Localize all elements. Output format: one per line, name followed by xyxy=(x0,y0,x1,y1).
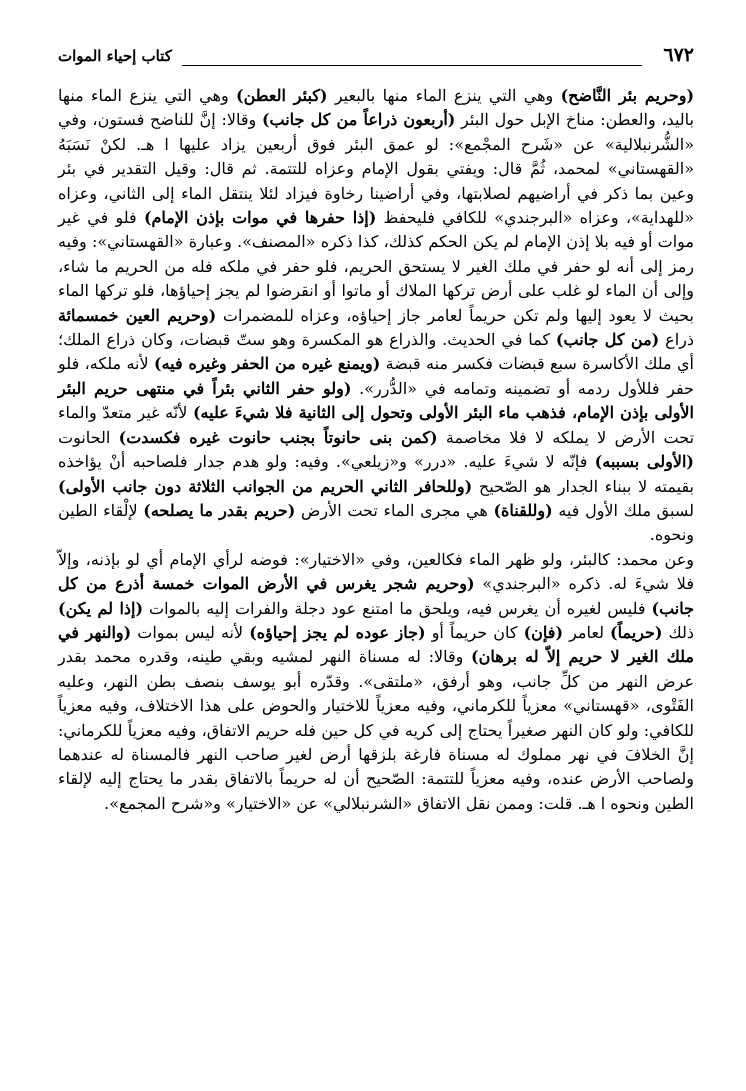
matn-text: (الأولى بسببه) xyxy=(594,452,694,472)
commentary-text: كان حريماً أو xyxy=(425,622,524,642)
commentary-text: وقالا: له مسناة النهر لمشيه وبقي طينه، وقدره محمد بقدر عرض النهر من كلِّ جانب، وهو أرفق، «ملتقى». وقدّره أبو يوسف بنصف بطن النهر، وعليه الفَتْوى، «قهستاني» معزياً للكرماني، وفيه معزياً للاختيار والحوض على هذا الاختلاف، وفيه معزياً للكافي: ولو كان النهر صغيراً يحتاج إلى كريه في كل حين فله حريم الاتفاق، وفيه معزياً للكرماني: إنَّ الخلافَ في نهر مملوك له مسناة فارغة بلزقها أرض لغير صاحب النهر فالمسناة له عندهما ولصاحب الأرض عنده، وفيه معزياً للتتمة: الصّحيح أن له حريماً بالاتفاق بقدر ما يحتاج إليه لإلقاء الطين ونحوه ا هـ. قلت: وممن نقل الاتفاق «الشرنبلالي» عن «الاختيار» و«شرح المجمع». xyxy=(58,647,694,813)
matn-text: (كبئر العطن) xyxy=(236,86,328,105)
matn-text: (وحريم العين خمسمائة xyxy=(58,305,217,325)
page-header xyxy=(58,44,694,70)
matn-text: (وحريم بئر النَّاضح) xyxy=(560,86,695,105)
matn-text: (ولو حفر الثاني بئراً في منتهى حريم البئر الأولى بإذن الإمام، فذهب ماء البئر الأولى وتحول إلى الثانية فلا شيءَ عليه) xyxy=(58,378,694,423)
commentary-text: لأنه ليس بموات xyxy=(131,622,250,642)
paragraph-2 xyxy=(58,548,694,816)
commentary-text: فإنّه لا شيءَ عليه. «درر» و«زيلعي». وفيه: ولو هدم جدار فلصاحبه أنْ يؤاخذه بقيمته لا ببناء الجدار هو الصّحيح xyxy=(58,452,694,496)
matn-text: (جاز عوده لم يجز إحياؤه) xyxy=(249,622,426,642)
commentary-text: كما في الحديث. والذراع هو المكسرة وهو ستّ قبضات، وكان ذراع الملك؛ أي ملك الأكاسرة سبع قبضات فكسر منه قبضة xyxy=(58,330,694,374)
matn-text: (ويمنع غيره من الحفر وغيره فيه) xyxy=(154,354,381,374)
matn-text: (أربعون ذراعاً من كل جانب) xyxy=(261,110,456,130)
matn-text: (حريم بقدر ما يصلحه) xyxy=(143,500,296,520)
commentary-text: هي مجرى الماء تحت الأرض xyxy=(295,500,494,520)
matn-text: (إذا حفرها في موات بإذن الإمام) xyxy=(143,208,377,228)
matn-text: (حريماً) xyxy=(610,622,663,642)
matn-text: (وللحافر الثاني الحريم من الجوانب الثلاثة دون جانب الأولى) xyxy=(58,476,473,496)
commentary-text: وقالا: إنَّ للناضح فستون، وفي «الشُّرنبلالية» عن «شَرح المجْمع»: لو عمق البئر فوق أربعين يزاد عليها ا هـ. لكنْ نَسَبَهُ «القهستاني» لمحمد، ثُمَّ قال: ويفتي بقول الإمام وعزاه للتتمة. ثم قال: وقيل التقدير في بئر وعين بما ذكر في أراضيهم لصلابتها، وفي أراضينا رخاوة فيزاد لئلا ينتقل الماء إلى الثاني، وعزاه «للهداية»، وعزاه «البرجندي» للكافي فليحفظ xyxy=(58,110,695,228)
page-body xyxy=(58,84,694,816)
matn-text: (فإن) xyxy=(523,622,564,642)
commentary-text: لأنّه غير متعدّ والماء تحت الأرض لا يملكه لا فلا مخاصمة xyxy=(58,403,695,447)
book-title: كتاب إحياء الموات xyxy=(58,47,172,65)
commentary-text: وهي التي ينزع الماء منها باليد، والعطن: مناخ الإبل حول البئر xyxy=(58,86,694,130)
matn-text: (وللقناة) xyxy=(493,500,553,520)
commentary-text: لأنه ملكه، فلو حفر فللأول ردمه أو تضمينه وتمامه في «الدُّرر». xyxy=(58,354,694,398)
commentary-text: لسبق ملك الأول فيه xyxy=(552,500,694,520)
matn-text: (كمن بنى حانوتاً بجنب حانوت غيره فكسدت) xyxy=(118,427,438,447)
matn-text: (والنهر في ملك الغير لا حريم إلاّ له برهان) xyxy=(58,622,694,667)
commentary-text: وعن محمد: كالبئر، ولو ظهر الماء فكالعين، وفي «الاختيار»: فوضه لرأي الإمام أي لو بإذنه، وإلاّ فلا شيءَ له. ذكره «البرجندي» xyxy=(58,549,695,594)
commentary-text: فلو في غير موات أو فيه بلا إذن الإمام لم يكن الحكم كذلك، كذا ذكره «المصنف». وعبارة «القهستاني»: وفيه رمز إلى أنه لو حفر في ملك الغير لا يستحق الحريم، فلو حفر في ملكه فله من الحريم ما شاء، وإلى أن الماء لو غلب على أرض تركها الملاك أو ماتوا أو انقرضوا لم يجز إحياؤها، فلو تركها الماء بحيث لا يعود إليها ولم تكن حريماً لعامر جاز إحياؤه، وعزاه للمضمرات xyxy=(58,208,694,325)
commentary-text: ذلك xyxy=(662,622,695,642)
matn-text: (إذا لم يكن) xyxy=(58,598,144,618)
commentary-text: ذراع xyxy=(659,330,694,350)
commentary-text: لإلْقاء الطين ونحوه. xyxy=(58,500,694,545)
header-rule xyxy=(182,65,642,66)
page-number: ٦٧٢ xyxy=(663,44,694,66)
matn-text: (وحريم شجر يغرس في الأرض الموات خمسة أذرع من كل جانب) xyxy=(58,574,694,618)
commentary-text: الحانوت xyxy=(58,427,119,447)
commentary-text: وهي التي ينزع الماء منها بالبعير xyxy=(327,86,561,105)
commentary-text: لعامر xyxy=(563,622,611,642)
matn-text: (من كل جانب) xyxy=(555,330,660,350)
commentary-text: فليس لغيره أن يغرس فيه، ويلحق ما امتنع عود دجلة والفرات إليه بالموات xyxy=(143,598,652,618)
paragraph-1 xyxy=(58,84,694,548)
